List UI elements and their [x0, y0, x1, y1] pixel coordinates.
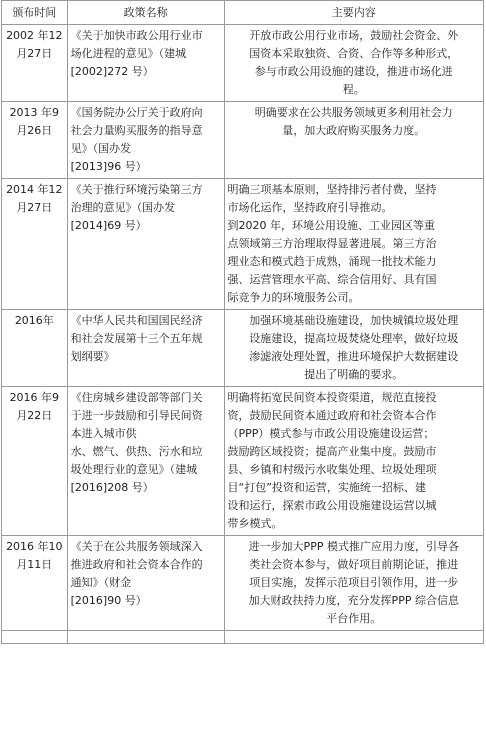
content-text-line: 明确将拓宽民间资本投资渠道，规范直接投 [227, 391, 437, 404]
content-text-line: 类社会资本参与，做好项目前期论证，推进 [249, 558, 459, 571]
cell-name [67, 179, 224, 310]
time-text-line: 月22日 [16, 409, 53, 422]
cell-time [2, 536, 68, 631]
content-text-line: 项目实施，发挥示范项目引领作用，进一步 [249, 576, 459, 589]
table-row-partial [2, 631, 484, 644]
cell-content [224, 102, 483, 179]
name-text-line: 于进一步鼓励和引导民间资 [70, 409, 203, 422]
cell-time [2, 25, 68, 102]
content-text-line: 开放市政公用行业市场，鼓励社会资金、外 [249, 29, 459, 42]
content-text-line: 加大财政扶持力度，充分发挥PPP 综合信息 [248, 594, 459, 607]
content-text-line: 县、乡镇和村级污水收集处理、垃圾处理项 [227, 463, 437, 476]
cell-content [224, 179, 483, 310]
cell-content [224, 536, 483, 631]
content-text-line: 加强环境基础设施建设，加快城镇垃圾处理 [249, 314, 459, 327]
time-text-line: 2016 年9 [9, 391, 60, 404]
name-text-line: 推进政府和社会资本合作的 [70, 558, 203, 571]
content-text-line: 理业态和模式趋于成熟，涌现一批技术能力 [227, 255, 437, 268]
name-text-line: 《关于推行环境污染第三方 [70, 183, 203, 196]
content-text-line: 程。 [342, 83, 365, 96]
cell-name [67, 536, 224, 631]
content-text-line: 渗滤液处理处置，推进环境保护大数据建设 [249, 350, 459, 363]
cell-content [224, 25, 483, 102]
content-text-line: 市场化运作，坚持政府引导推动。 [227, 201, 393, 214]
cell-time [2, 179, 68, 310]
name-text-line: 场化进程的意见》（建城 [70, 47, 187, 60]
content-text-line: 到2020 年，环境公用设施、工业园区等重 [227, 219, 436, 232]
name-text-line: 见》（国办发 [70, 142, 132, 155]
name-text-line: 本进入城市供 [70, 427, 137, 440]
cell-content [224, 387, 483, 536]
time-text-line: 2013 年9 [9, 106, 60, 119]
cell-name [67, 25, 224, 102]
name-text-line: 水、燃气、供热、污水和垃 [70, 445, 203, 458]
time-text-line: 月27日 [16, 201, 53, 214]
name-text-line: 治理的意见》（国办发 [70, 201, 176, 214]
name-text-line: [2016]208 号） [70, 481, 154, 494]
table-row [2, 179, 484, 310]
name-text-line: 划纲要》 [70, 350, 115, 363]
time-text-line: 2002 年12 [6, 29, 63, 42]
header-name: 政策名称 [67, 1, 224, 25]
name-text-line: 和社会发展第十三个五年规 [70, 332, 203, 345]
content-text-line: 带乡模式。 [227, 517, 283, 530]
cell-empty [224, 631, 483, 644]
cell-time [2, 387, 68, 536]
cell-empty [2, 631, 68, 644]
header-time: 颁布时间 [2, 1, 68, 25]
name-text-line: 通知》（财金 [70, 576, 132, 589]
time-text-line: 2014 年12 [6, 183, 63, 196]
cell-name [67, 310, 224, 387]
time-text-line: 月27日 [16, 47, 53, 60]
content-text-line: 明确要求在公共服务领域更多利用社会力 [254, 106, 453, 119]
content-text-line: 点领域第三方治理取得显著进展。第三方治 [227, 237, 437, 250]
table-row [2, 102, 484, 179]
name-text-line: 《关于在公共服务领域深入 [70, 540, 203, 553]
policy-table [1, 0, 484, 644]
cell-time [2, 102, 68, 179]
cell-time [2, 310, 68, 387]
content-text-line: 设施建设，提高垃圾焚烧处理率，做好垃圾 [249, 332, 459, 345]
time-text-line: 2016 年10 [6, 540, 63, 553]
content-text-line: 资，鼓励民间资本通过政府和社会资本合作 [227, 409, 437, 422]
cell-name [67, 387, 224, 536]
content-text-line: 参与市政公用设施的建设，推进市场化进 [254, 65, 453, 78]
time-text-line: 月11日 [16, 558, 53, 571]
name-text-line: [2014]69 号） [70, 219, 147, 232]
name-text-line: [2016]90 号） [70, 594, 147, 607]
name-text-line: 社会力量购买服务的指导意 [70, 124, 203, 137]
time-text-line: 月26日 [16, 124, 53, 137]
cell-name [67, 102, 224, 179]
table-row [2, 25, 484, 102]
content-text-line: 明确三项基本原则，坚持排污者付费，坚持 [227, 183, 437, 196]
table-row [2, 387, 484, 536]
name-text-line: [2002]272 号） [70, 65, 154, 78]
content-text-line: 平台作用。 [326, 612, 382, 625]
header-row [2, 1, 484, 25]
cell-content [224, 310, 483, 387]
name-text-line: 圾处理行业的意见》（建城 [70, 463, 198, 476]
content-text-line: 国资本采取独资、合资、合作等多种形式， [249, 47, 459, 60]
name-text-line: 《关于加快市政公用行业市 [70, 29, 203, 42]
name-text-line: [2013]96 号） [70, 160, 147, 173]
content-text-line: 目“打包”投资和运营，实施统一招标、建 [227, 481, 426, 494]
name-text-line: 《国务院办公厅关于政府向 [70, 106, 203, 119]
content-text-line: 强、运营管理水平高、综合信用好、具有国 [227, 273, 437, 286]
header-content: 主要内容 [224, 1, 483, 25]
name-text-line: 《住房城乡建设部等部门关 [70, 391, 203, 404]
content-text-line: 量，加大政府购买服务力度。 [282, 124, 426, 137]
content-text-line: 设和运行，探索市政公用设施建设运营以城 [227, 499, 437, 512]
content-text-line: （PPP）模式参与市政公用设施建设运营； [227, 427, 435, 440]
name-text-line: 《中华人民共和国国民经济 [70, 314, 203, 327]
content-text-line: 鼓励跨区域投资；提高产业集中度。鼓励市 [227, 445, 437, 458]
content-text-line: 进一步加大PPP 模式推广应用力度，引导各 [248, 540, 459, 553]
time-text-line: 2016年 [14, 314, 54, 327]
table-body [2, 25, 484, 644]
cell-empty [67, 631, 224, 644]
content-text-line: 提出了明确的要求。 [304, 368, 404, 381]
table-row [2, 536, 484, 631]
table-row [2, 310, 484, 387]
content-text-line: 际竞争力的环境服务公司。 [227, 291, 360, 304]
